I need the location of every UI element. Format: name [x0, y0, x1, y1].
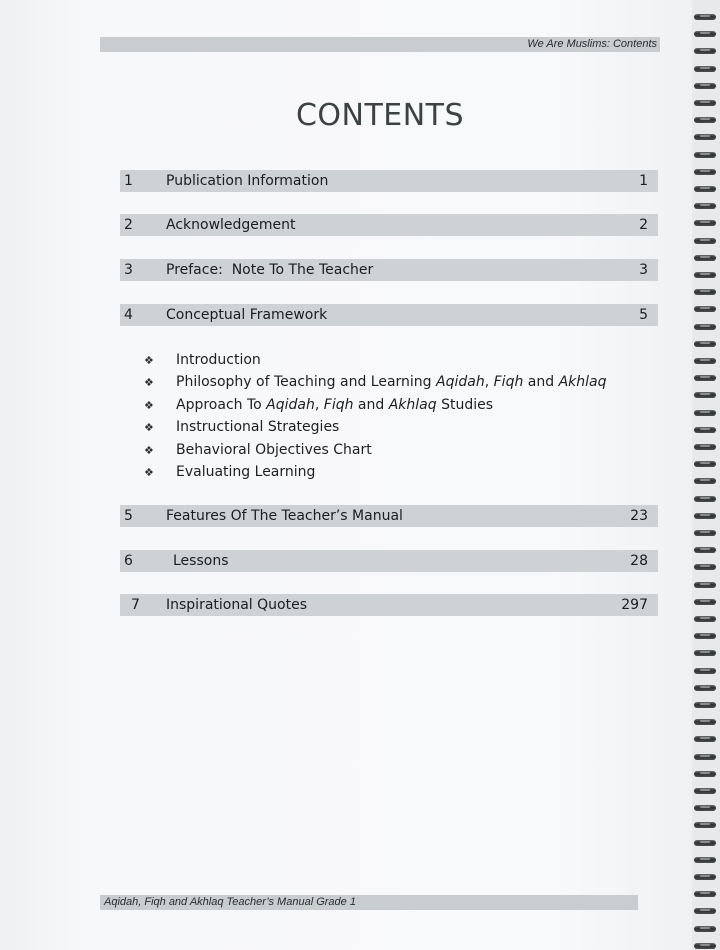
- binding-coil: [694, 496, 716, 502]
- binding-coil: [694, 719, 716, 725]
- binding-coil: [694, 513, 716, 519]
- diamond-bullet-icon: ❖: [144, 443, 154, 457]
- subsection-label: Introduction: [176, 352, 261, 368]
- toc-row-conceptual-framework: [120, 304, 658, 326]
- diamond-bullet-icon: ❖: [144, 354, 154, 367]
- binding-coil: [694, 220, 716, 226]
- binding-coil: [694, 616, 716, 622]
- toc-number: 7: [131, 597, 140, 613]
- binding-coil: [694, 255, 716, 261]
- toc-number: 4: [124, 307, 133, 323]
- diamond-bullet-icon: ❖: [144, 465, 154, 479]
- subsection-instructional-strategies: [144, 416, 607, 438]
- toc-label: Conceptual Framework: [166, 307, 328, 323]
- binding-coil: [694, 392, 716, 398]
- toc-page-number: 23: [630, 508, 648, 524]
- toc-row-inspirational-quotes: [120, 594, 658, 616]
- toc-number: 3: [124, 262, 133, 278]
- diamond-bullet-icon: ❖: [144, 376, 154, 390]
- footer-band: [100, 895, 638, 910]
- binding-coil: [694, 788, 716, 794]
- binding-coil: [694, 685, 716, 691]
- binding-coil: [694, 805, 716, 811]
- binding-coil: [694, 14, 716, 20]
- term-aqidah: Aqidah: [436, 374, 485, 391]
- binding-coil: [694, 840, 716, 846]
- header-running-title: We Are Muslims: Contents: [527, 38, 657, 50]
- binding-coil: [694, 857, 716, 863]
- binding-coil: [694, 564, 716, 570]
- diamond-bullet-icon: ❖: [144, 398, 154, 412]
- toc-page-number: 3: [639, 262, 648, 278]
- toc-number: 5: [124, 508, 133, 524]
- binding-coil: [694, 650, 716, 656]
- toc-label: Lessons: [173, 553, 229, 569]
- binding-coil: [694, 272, 716, 278]
- toc-page-number: 2: [639, 217, 648, 233]
- binding-coil: [694, 754, 716, 760]
- binding-coil: [694, 66, 716, 72]
- binding-coil: [694, 702, 716, 708]
- binding-coil: [694, 582, 716, 588]
- term-fiqh: Fiqh: [493, 374, 524, 391]
- subsection-introduction: [144, 349, 607, 371]
- subsection-approach: [144, 394, 607, 416]
- footer-running-title: Aqidah, Fiqh and Akhlaq Teacher’s Manual Grade 1: [104, 896, 356, 908]
- conjunction: and: [353, 396, 389, 413]
- binding-coil: [694, 736, 716, 742]
- subsection-philosophy: [144, 371, 607, 393]
- binding-coil: [694, 668, 716, 674]
- binding-coil: [694, 633, 716, 639]
- conjunction: and: [523, 374, 559, 391]
- binding-coil: [694, 461, 716, 467]
- toc-number: 2: [124, 217, 133, 233]
- subsection-label: Instructional Strategies: [176, 419, 340, 436]
- separator: ,: [484, 374, 494, 391]
- toc-row-preface: [120, 259, 658, 281]
- binding-coil: [694, 891, 716, 897]
- toc-row-publication-information: [120, 170, 658, 192]
- binding-coil: [694, 943, 716, 949]
- toc-row-features: [120, 505, 658, 527]
- binding-coil: [694, 186, 716, 192]
- toc-page-number: 297: [621, 597, 648, 613]
- binding-coil: [694, 306, 716, 312]
- subsection-label: Approach To: [176, 396, 267, 413]
- toc-label: Publication Information: [166, 173, 329, 189]
- binding-coil: [694, 341, 716, 347]
- diamond-bullet-icon: ❖: [144, 421, 154, 435]
- toc-label: Acknowledgement: [166, 217, 296, 233]
- subsection-evaluating-learning: [144, 461, 607, 483]
- binding-coil: [694, 427, 716, 433]
- binding-coil: [694, 478, 716, 484]
- subsection-label: Behavioral Objectives Chart: [176, 441, 372, 458]
- toc-page-number: 5: [639, 307, 648, 323]
- toc-page-number: 1: [639, 173, 648, 189]
- conceptual-framework-subsections: [144, 349, 607, 483]
- subsection-label: Philosophy of Teaching and Learning: [176, 374, 437, 391]
- term-fiqh: Fiqh: [323, 396, 354, 413]
- binding-coil: [694, 822, 716, 828]
- toc-number: 6: [124, 553, 133, 569]
- binding-coil: [694, 358, 716, 364]
- binding-coil: [694, 134, 716, 140]
- separator: ,: [314, 396, 324, 413]
- binding-coil: [694, 908, 716, 914]
- binding-coil: [694, 100, 716, 106]
- toc-label: Inspirational Quotes: [166, 597, 307, 613]
- toc-number: 1: [124, 173, 133, 189]
- binding-coil: [694, 203, 716, 209]
- binding-coil: [694, 375, 716, 381]
- binding-coil: [694, 444, 716, 450]
- binding-coil: [694, 238, 716, 244]
- binding-coil: [694, 117, 716, 123]
- subsection-behavioral-objectives: [144, 439, 607, 461]
- binding-coil: [694, 530, 716, 536]
- binding-coil: [694, 324, 716, 330]
- binding-coil: [694, 874, 716, 880]
- page-title: CONTENTS: [295, 98, 465, 133]
- binding-coil: [694, 48, 716, 54]
- toc-label: Preface: Note To The Teacher: [166, 262, 374, 278]
- spiral-binding: [692, 0, 720, 950]
- term-aqidah: Aqidah: [266, 396, 315, 413]
- binding-coil: [694, 771, 716, 777]
- header-band: [100, 37, 660, 52]
- term-akhlaq: Akhlaq: [388, 396, 437, 413]
- binding-coil: [694, 31, 716, 37]
- toc-row-acknowledgement: [120, 214, 658, 236]
- binding-coil: [694, 169, 716, 175]
- binding-coil: [694, 152, 716, 158]
- binding-coil: [694, 410, 716, 416]
- binding-coil: [694, 547, 716, 553]
- toc-page-number: 28: [630, 553, 648, 569]
- binding-coil: [694, 926, 716, 932]
- term-akhlaq: Akhlaq: [558, 374, 607, 391]
- subsection-label: Evaluating Learning: [176, 463, 316, 480]
- binding-coil: [694, 83, 716, 89]
- subsection-suffix: Studies: [436, 396, 494, 413]
- toc-row-lessons: [120, 550, 658, 572]
- toc-label: Features Of The Teacher’s Manual: [166, 508, 403, 524]
- binding-coil: [694, 289, 716, 295]
- binding-coil: [694, 599, 716, 605]
